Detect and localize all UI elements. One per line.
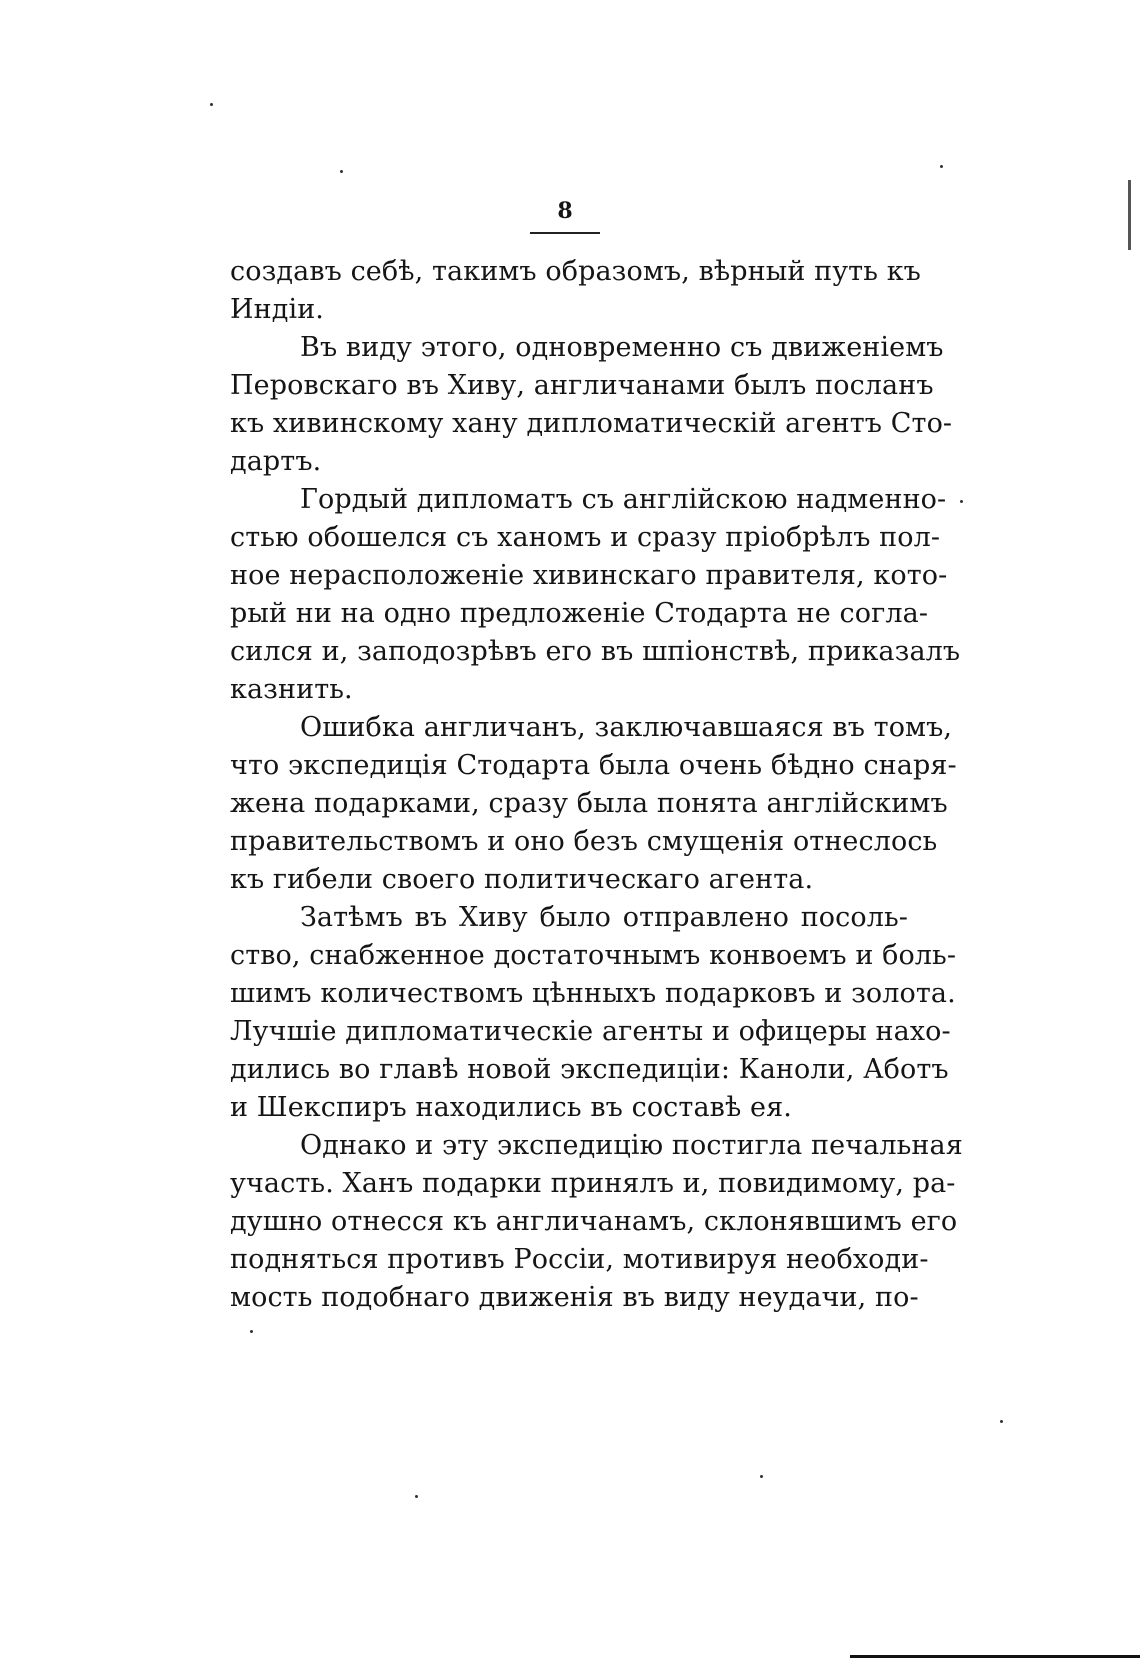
text-line: къ гибели своего политическаго агента. [230,864,814,895]
text-line: дились во главѣ новой экспедиціи: Каноли, Аботъ [230,1054,949,1085]
text-line: участь. Ханъ подарки принялъ и, повидимому, ра- [230,1168,956,1199]
text-line: Затѣмъ въ Хиву было отправлено посоль- [300,902,908,933]
text-line: жена подарками, сразу была понята англійскимъ [230,788,948,819]
scan-speck [250,1330,253,1333]
text-line: ное нерасположеніе хивинскаго правителя, кото- [230,560,948,591]
text-line: Лучшіе дипломатическіе агенты и офицеры нахо- [230,1016,951,1047]
scan-speck [210,103,213,106]
scan-edge-mark [1128,180,1131,250]
text-line: Ошибка англичанъ, заключавшаяся въ томъ, [300,712,953,743]
text-line: мость подобнаго движенія въ виду неудачи, по- [230,1282,919,1313]
scan-speck [960,500,963,503]
text-line: дартъ. [230,446,322,477]
text-line: казнить. [230,674,353,705]
scan-speck [940,165,943,168]
text-line: стью обошелся съ ханомъ и сразу пріобрѣлъ пол- [230,522,941,553]
scan-bottom-rule [850,1655,1140,1658]
page-number: 8 [557,198,573,224]
scan-speck [1000,1420,1003,1423]
text-line: создавъ себѣ, такимъ образомъ, вѣрный путь къ [230,256,921,287]
scan-speck [760,1475,763,1478]
text-line: Однако и эту экспедицію постигла печальная [300,1130,963,1161]
text-line: Въ виду этого, одновременно съ движеніемъ [300,332,944,363]
text-line: правительствомъ и оно безъ смущенія отнеслось [230,826,938,857]
page-number-rule [530,232,600,234]
text-line: шимъ количествомъ цѣнныхъ подарковъ и золота. [230,978,956,1009]
text-line: подняться противъ Россіи, мотивируя необходи- [230,1244,929,1275]
text-line: Индіи. [230,294,324,325]
text-line: что экспедиція Стодарта была очень бѣдно снаря- [230,750,957,781]
scan-speck [340,170,343,173]
text-line: душно отнесся къ англичанамъ, склонявшимъ его [230,1206,958,1237]
text-line: ство, снабженное достаточнымъ конвоемъ и боль- [230,940,957,971]
text-line: и Шекспиръ находились въ составѣ ея. [230,1092,792,1123]
text-line: Перовскаго въ Хиву, англичанами былъ посланъ [230,370,934,401]
text-line: сился и, заподозрѣвъ его въ шпіонствѣ, приказалъ [230,636,961,667]
text-line: рый ни на одно предложеніе Стодарта не согла- [230,598,929,629]
scan-speck [415,1495,418,1498]
text-line: къ хивинскому хану дипломатическій агентъ Сто- [230,408,953,439]
text-line: Гордый дипломатъ съ англійскою надменно- [300,484,947,515]
